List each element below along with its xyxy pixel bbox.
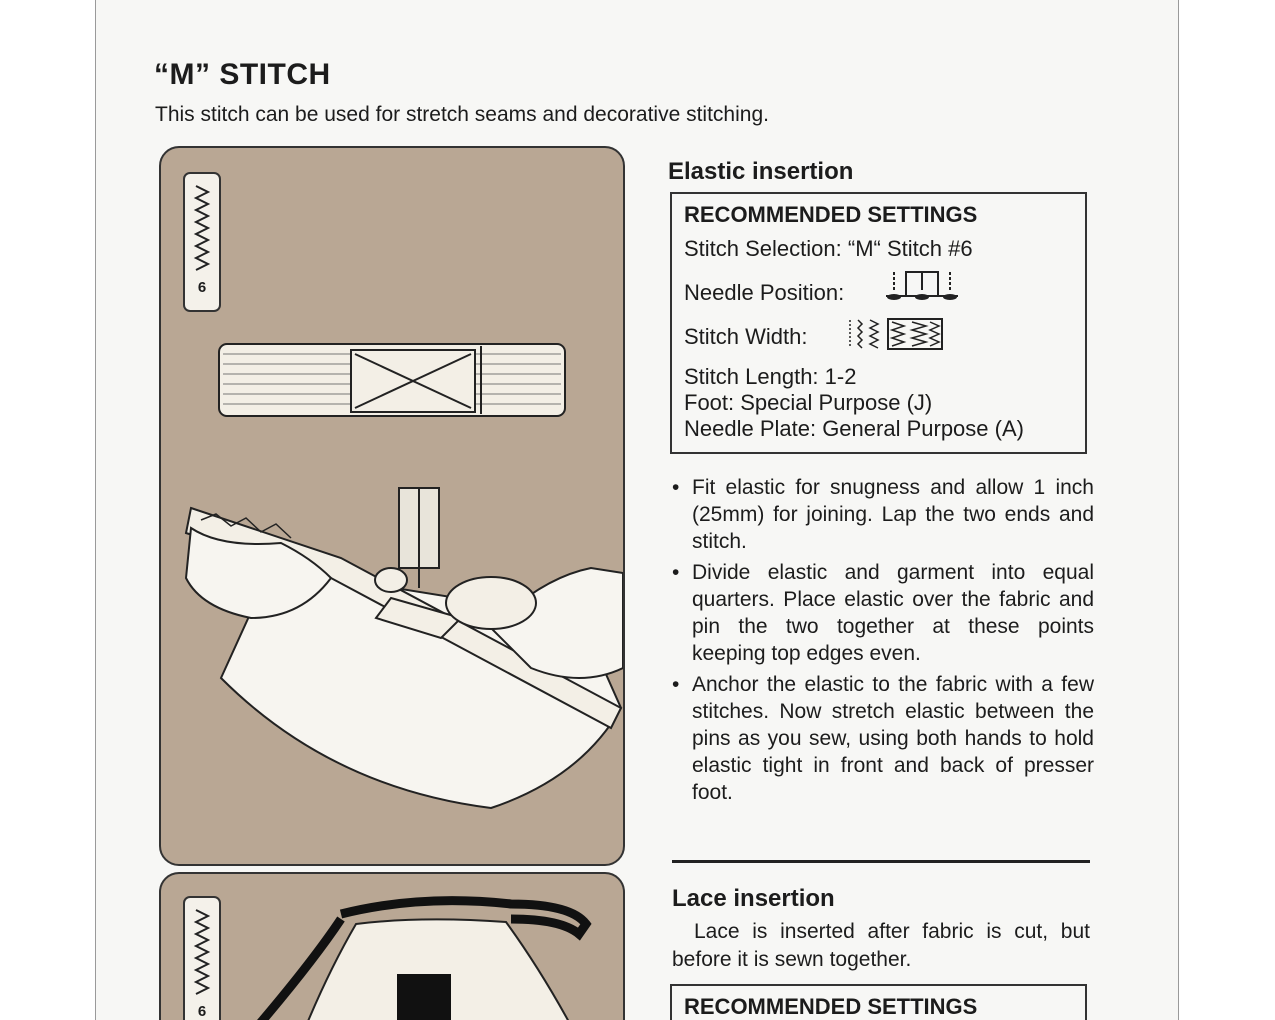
apron-illustration (161, 874, 623, 1020)
elastic-sewing-illustration (161, 148, 623, 864)
needle-position-label: Needle Position: (684, 280, 845, 305)
stitch-length: Stitch Length: 1-2 (684, 364, 857, 389)
elastic-illustration-panel (159, 146, 625, 866)
instruction-item: • Divide elastic and garment into equal quarters. Place elastic over the fabric and pin the two together at these points keeping top edges even. (666, 559, 1094, 667)
elastic-sample-diagram (219, 344, 565, 416)
page-title: “M” STITCH (154, 58, 331, 91)
stitch-number: 6 (197, 279, 207, 296)
needle-plate-setting: Needle Plate: General Purpose (A) (684, 416, 1024, 441)
needle-position-icon (884, 270, 960, 302)
elastic-instructions (666, 474, 1094, 810)
stitch-width-icon (846, 318, 946, 350)
stitch-selection: Stitch Selection: “M“ Stitch #6 (684, 236, 973, 261)
lace-heading: Lace insertion (672, 885, 835, 912)
intro-text: This stitch can be used for stretch seams and decorative stitching. (155, 103, 769, 126)
lace-settings-title: RECOMMENDED SETTINGS (684, 994, 978, 1019)
instruction-item: • Fit elastic for snugness and allow 1 inch (25mm) for joining. Lap the two ends and stitch. (666, 474, 1094, 555)
manual-page (95, 0, 1179, 1020)
instruction-item: • Anchor the elastic to the fabric with a few stitches. Now stretch elastic between the pins as you sew, using both hands to hold elastic tight in front and back of presser foot. (666, 671, 1094, 806)
settings-title: RECOMMENDED SETTINGS (684, 202, 978, 227)
lace-text: Lace is inserted after fabric is cut, but before it is sewn together. (672, 920, 1090, 971)
foot-setting: Foot: Special Purpose (J) (684, 390, 933, 415)
lace-illustration-panel (159, 872, 625, 1020)
lace-settings-box (670, 984, 1087, 1020)
stitch-number-2: 6 (197, 1003, 207, 1020)
elastic-heading: Elastic insertion (668, 158, 854, 185)
section-divider (672, 860, 1090, 863)
elastic-settings-box (670, 192, 1087, 454)
stitch-width-label: Stitch Width: (684, 324, 808, 349)
